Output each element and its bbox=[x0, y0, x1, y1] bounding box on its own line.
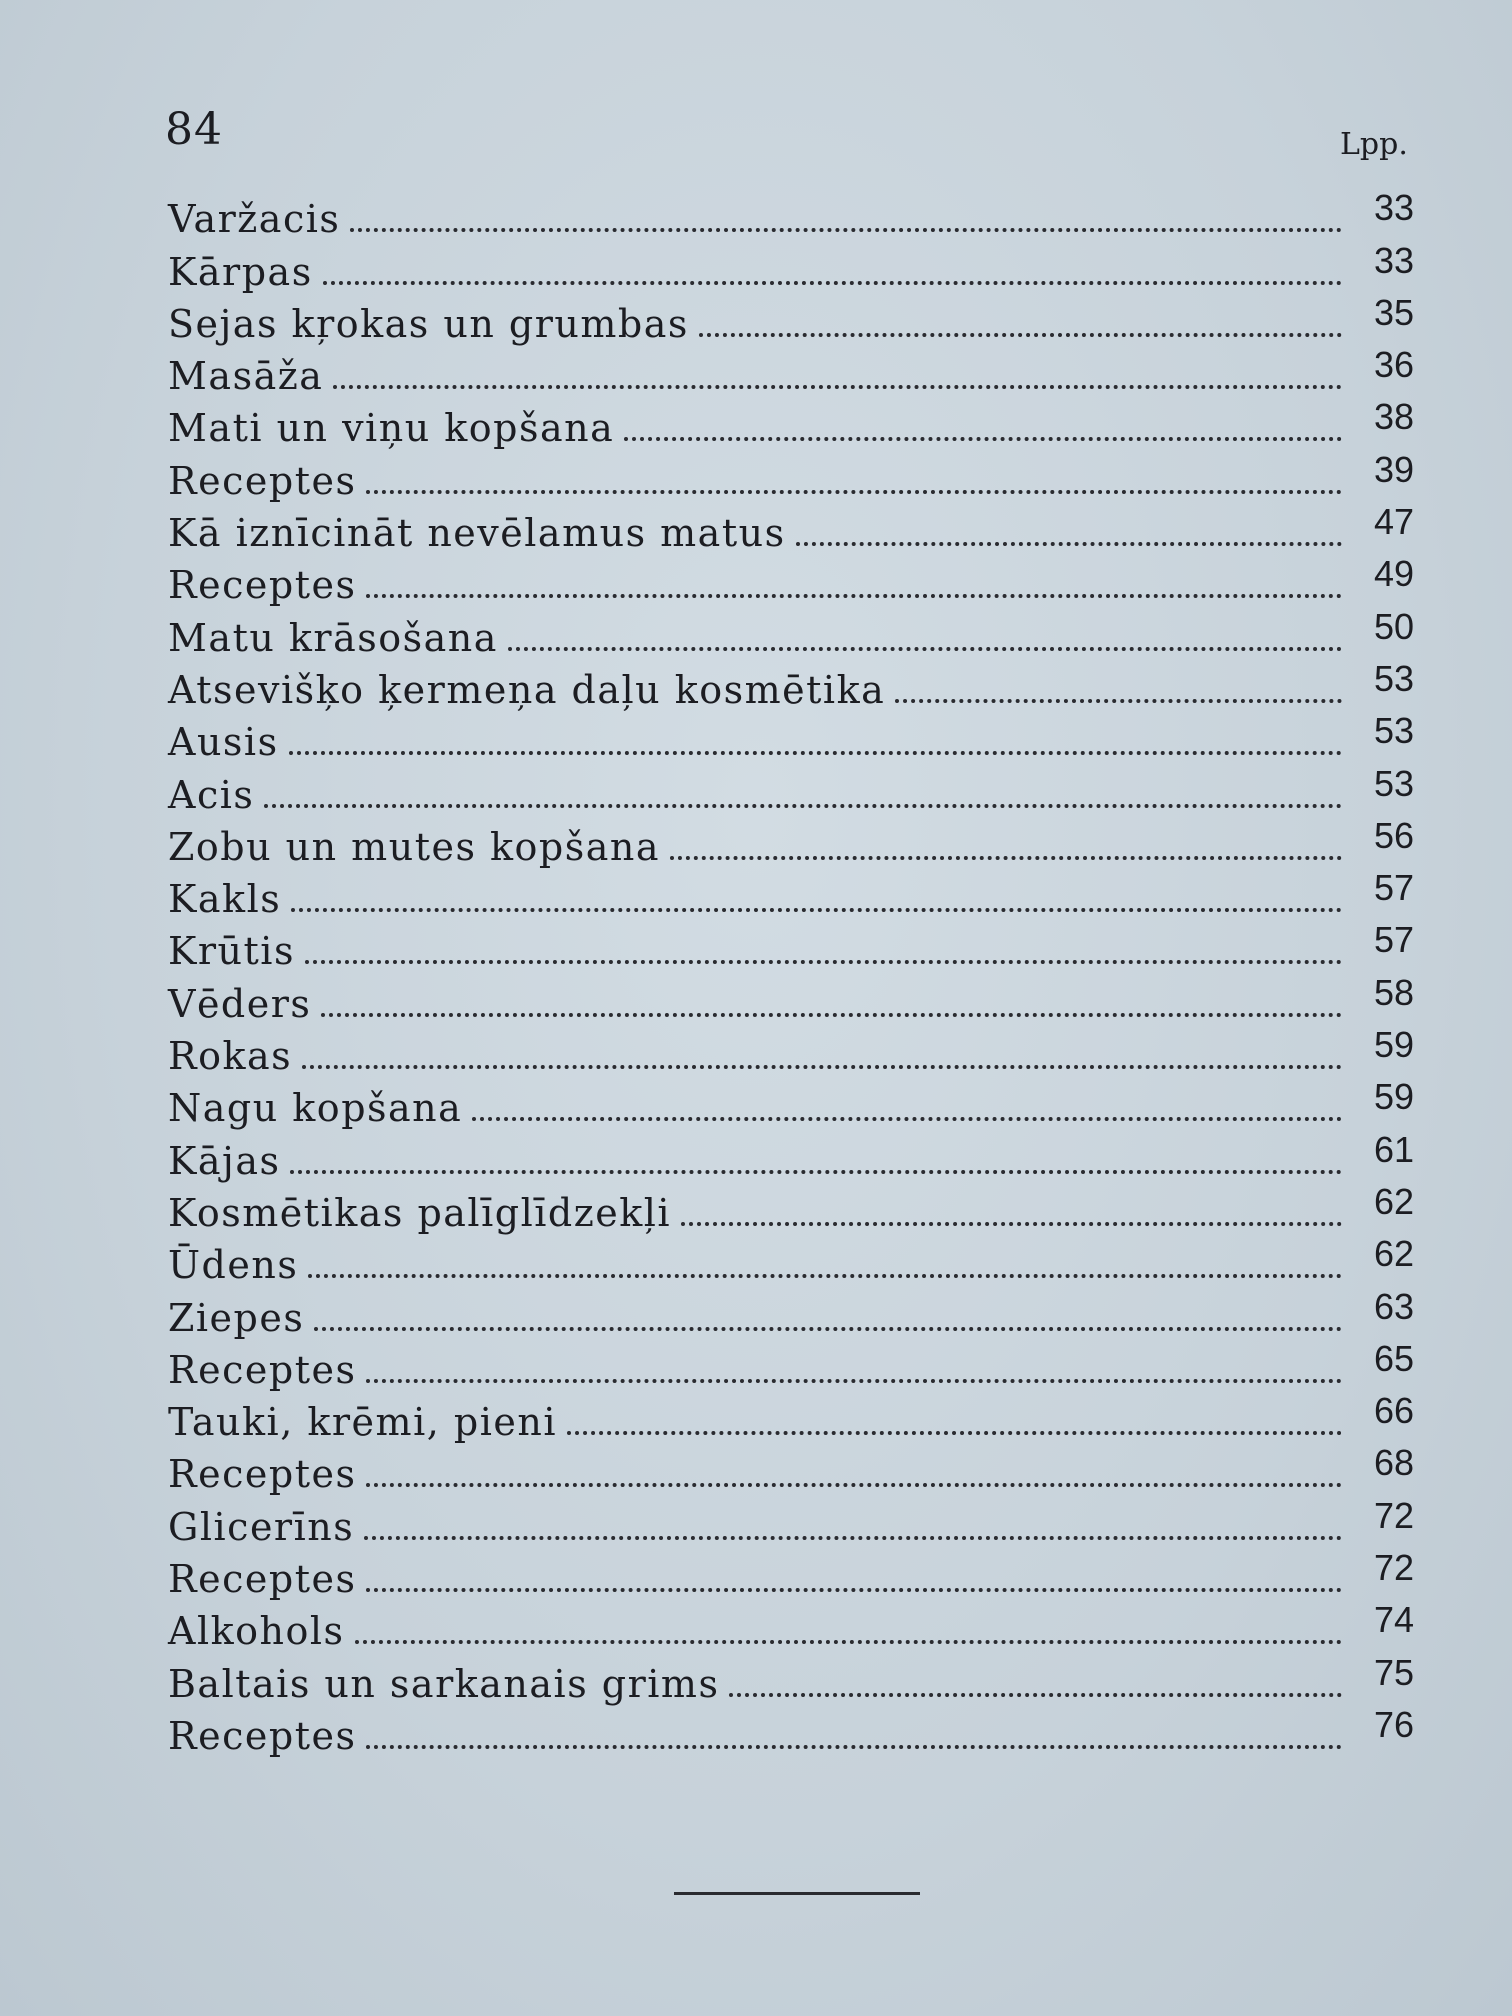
toc-entry-page: 59 bbox=[1373, 1076, 1414, 1118]
dot-leader bbox=[670, 856, 1342, 860]
toc-entry-page: 76 bbox=[1373, 1703, 1414, 1745]
toc-entry-title: Acis bbox=[168, 772, 255, 817]
toc-entry-title: Receptes bbox=[168, 1347, 357, 1392]
toc-entry-title: Vēders bbox=[168, 981, 312, 1026]
toc-entry-title: Atsevišķo ķermeņa daļu kosmētika bbox=[168, 667, 886, 712]
toc-entry-page: 53 bbox=[1373, 762, 1414, 804]
toc-row bbox=[168, 971, 1414, 1026]
toc-entry-title: Kā iznīcināt nevēlamus matus bbox=[168, 511, 786, 556]
dot-leader bbox=[314, 1327, 1342, 1331]
toc-entry-title: Glicerīns bbox=[168, 1504, 355, 1549]
dot-leader bbox=[366, 1745, 1342, 1749]
toc-entry-title: Kakls bbox=[168, 877, 282, 922]
toc-row bbox=[168, 1599, 1414, 1654]
toc-entry-title: Kārpas bbox=[168, 249, 313, 294]
dot-leader bbox=[355, 1640, 1342, 1644]
toc-entry-title: Zobu un mutes kopšana bbox=[168, 824, 661, 869]
toc-entry-page: 68 bbox=[1373, 1442, 1414, 1484]
dot-leader bbox=[366, 1379, 1342, 1383]
toc-entry-page: 57 bbox=[1373, 919, 1414, 961]
toc-row bbox=[168, 657, 1414, 713]
dot-leader bbox=[895, 699, 1342, 703]
dot-leader bbox=[333, 385, 1342, 389]
dot-leader bbox=[366, 1588, 1342, 1592]
toc-row bbox=[168, 1703, 1414, 1759]
toc-entry-title: Tauki, krēmi, pieni bbox=[168, 1400, 557, 1445]
toc-row bbox=[168, 1651, 1414, 1706]
toc-entry-page: 33 bbox=[1373, 239, 1414, 281]
toc-entry-page: 61 bbox=[1373, 1128, 1414, 1170]
toc-entry-title: Sejas kŗokas un grumbas bbox=[168, 301, 689, 346]
dot-leader bbox=[366, 1483, 1342, 1487]
dot-leader bbox=[289, 751, 1342, 755]
toc-row bbox=[168, 291, 1414, 347]
toc-entry-page: 57 bbox=[1373, 867, 1414, 909]
toc-entry-page: 65 bbox=[1373, 1337, 1414, 1379]
page-number: 84 bbox=[165, 104, 223, 155]
toc-entry-page: 72 bbox=[1373, 1494, 1414, 1536]
toc-entry-page: 72 bbox=[1373, 1547, 1414, 1589]
toc-entry-page: 39 bbox=[1373, 448, 1414, 490]
dot-leader bbox=[508, 647, 1342, 651]
toc-entry-title: Ūdens bbox=[168, 1243, 299, 1288]
toc-entry-title: Receptes bbox=[168, 458, 357, 503]
toc-row bbox=[168, 396, 1414, 451]
toc-row bbox=[168, 1233, 1414, 1288]
toc-row bbox=[168, 1337, 1414, 1393]
toc-row bbox=[168, 919, 1414, 974]
toc-row bbox=[168, 239, 1414, 294]
toc-entry-title: Baltais un sarkanais grims bbox=[168, 1661, 720, 1706]
toc-entry-page: 62 bbox=[1373, 1233, 1414, 1275]
toc-entry-title: Alkohols bbox=[168, 1609, 345, 1654]
dot-leader bbox=[567, 1431, 1342, 1435]
toc-entry-page: 53 bbox=[1373, 657, 1414, 699]
toc-entry-page: 75 bbox=[1373, 1651, 1414, 1693]
toc-row bbox=[168, 1024, 1414, 1079]
toc-entry-page: 38 bbox=[1373, 396, 1414, 438]
toc-entry-page: 56 bbox=[1373, 814, 1414, 856]
pages-column-heading: Lpp. bbox=[1340, 127, 1408, 162]
toc-entry-title: Receptes bbox=[168, 1452, 357, 1497]
toc-entry-title: Masāža bbox=[168, 354, 324, 399]
toc-entry-title: Receptes bbox=[168, 1713, 357, 1758]
dot-leader bbox=[681, 1222, 1342, 1226]
dot-leader bbox=[264, 804, 1342, 808]
toc-entry-page: 59 bbox=[1373, 1024, 1414, 1066]
toc-row bbox=[168, 344, 1414, 399]
toc-entry-page: 47 bbox=[1373, 501, 1414, 543]
dot-leader bbox=[366, 594, 1342, 598]
dot-leader bbox=[796, 542, 1342, 546]
toc-row bbox=[168, 553, 1414, 608]
toc-row bbox=[168, 1442, 1414, 1497]
toc-entry-title: Ausis bbox=[168, 720, 279, 765]
toc-entry-page: 33 bbox=[1373, 187, 1414, 229]
toc-entry-page: 36 bbox=[1373, 344, 1414, 386]
toc-entry-page: 35 bbox=[1373, 291, 1414, 333]
toc-entry-title: Varžacis bbox=[168, 197, 341, 242]
toc-row bbox=[168, 187, 1414, 242]
dot-leader bbox=[321, 1013, 1342, 1017]
toc-entry-title: Mati un viņu kopšana bbox=[168, 406, 615, 451]
closing-rule bbox=[674, 1892, 920, 1895]
toc-entry-page: 63 bbox=[1373, 1285, 1414, 1327]
dot-leader bbox=[290, 1170, 1342, 1174]
toc-entry-title: Rokas bbox=[168, 1034, 293, 1079]
toc-entry-title: Receptes bbox=[168, 1557, 357, 1602]
toc-entry-title: Nagu kopšana bbox=[168, 1086, 463, 1131]
toc-row bbox=[168, 1180, 1414, 1236]
toc-row bbox=[168, 605, 1414, 660]
dot-leader bbox=[308, 1274, 1342, 1278]
toc-entry-page: 62 bbox=[1373, 1180, 1414, 1222]
toc-entry-page: 53 bbox=[1373, 710, 1414, 752]
dot-leader bbox=[729, 1693, 1342, 1697]
toc-row bbox=[168, 1128, 1414, 1183]
toc-entry-title: Matu krāsošana bbox=[168, 615, 498, 660]
toc-entry-title: Kosmētikas palīglīdzekļi bbox=[168, 1190, 672, 1235]
dot-leader bbox=[624, 437, 1342, 441]
toc-entry-title: Kājas bbox=[168, 1138, 281, 1183]
toc-entry-title: Krūtis bbox=[168, 929, 295, 974]
toc-entry-page: 50 bbox=[1373, 605, 1414, 647]
dot-leader bbox=[302, 1065, 1342, 1069]
toc-row bbox=[168, 814, 1414, 870]
toc-row bbox=[168, 762, 1414, 817]
toc-entry-title: Ziepes bbox=[168, 1295, 305, 1340]
toc-row bbox=[168, 448, 1414, 503]
table-of-contents bbox=[168, 187, 1414, 1759]
toc-row bbox=[168, 501, 1414, 556]
toc-row bbox=[168, 710, 1414, 765]
toc-entry-page: 58 bbox=[1373, 971, 1414, 1013]
toc-row bbox=[168, 1076, 1414, 1131]
dot-leader bbox=[350, 228, 1342, 232]
dot-leader bbox=[699, 333, 1342, 337]
dot-leader bbox=[305, 960, 1342, 964]
toc-entry-page: 74 bbox=[1373, 1599, 1414, 1641]
toc-row bbox=[168, 1547, 1414, 1602]
dot-leader bbox=[366, 490, 1342, 494]
toc-row bbox=[168, 1494, 1414, 1549]
toc-entry-page: 66 bbox=[1373, 1390, 1414, 1432]
toc-row bbox=[168, 867, 1414, 922]
dot-leader bbox=[291, 908, 1342, 912]
toc-row bbox=[168, 1390, 1414, 1445]
dot-leader bbox=[364, 1536, 1342, 1540]
toc-entry-page: 49 bbox=[1373, 553, 1414, 595]
dot-leader bbox=[472, 1117, 1342, 1121]
toc-entry-title: Receptes bbox=[168, 563, 357, 608]
toc-row bbox=[168, 1285, 1414, 1340]
dot-leader bbox=[323, 281, 1342, 285]
